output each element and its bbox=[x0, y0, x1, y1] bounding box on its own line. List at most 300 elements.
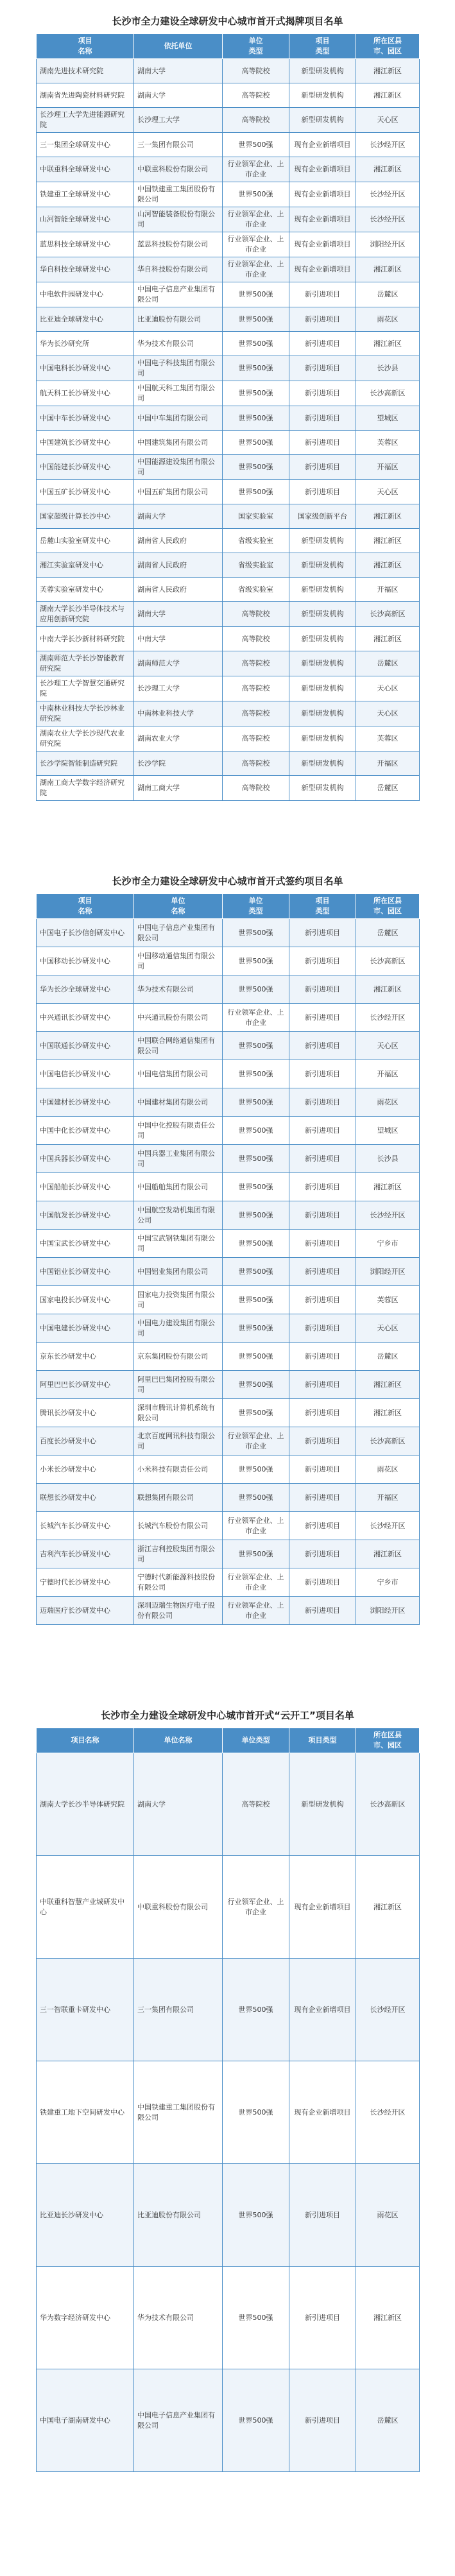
unit-name-cell: 华自科技股份有限公司 bbox=[134, 257, 223, 282]
unit-type-cell: 世界500强 bbox=[223, 307, 289, 332]
unit-type-cell: 世界500强 bbox=[223, 282, 289, 307]
table-row bbox=[37, 1004, 420, 1032]
project-type-cell: 现有企业新增项目 bbox=[289, 232, 356, 257]
unit-name-cell: 湖南省人民政府 bbox=[134, 553, 223, 578]
project-name-cell: 中国中化长沙研发中心 bbox=[37, 1117, 134, 1145]
unit-type-cell: 世界500强 bbox=[223, 1032, 289, 1060]
project-name-cell: 三一集团全球研发中心 bbox=[37, 133, 134, 157]
project-name-cell: 中国中车长沙研发中心 bbox=[37, 406, 134, 431]
unit-type-cell: 行业领军企业、上市企业 bbox=[223, 1512, 289, 1540]
table-row bbox=[37, 2369, 420, 2472]
project-type-cell: 新引进项目 bbox=[289, 1004, 356, 1032]
project-type-cell: 新引进项目 bbox=[289, 1568, 356, 1597]
column-header: 单位 类型 bbox=[223, 894, 289, 919]
table-row bbox=[37, 332, 420, 356]
unit-type-cell: 高等院校 bbox=[223, 108, 289, 133]
unit-name-cell: 山河智能装备股份有限公司 bbox=[134, 207, 223, 232]
project-name-cell: 湖南师范大学长沙智能教育研究院 bbox=[37, 651, 134, 676]
project-name-cell: 芙蓉实验室研发中心 bbox=[37, 578, 134, 602]
unit-name-cell: 中国兵器工业集团有限公司 bbox=[134, 1145, 223, 1173]
district-cell: 开福区 bbox=[356, 1484, 420, 1512]
unit-name-cell: 中国电子信息产业集团有限公司 bbox=[134, 919, 223, 947]
unit-name-cell: 京东集团股份有限公司 bbox=[134, 1343, 223, 1371]
table-row bbox=[37, 975, 420, 1004]
unit-type-cell: 世界500强 bbox=[223, 1201, 289, 1230]
project-type-cell: 新引进项目 bbox=[289, 1512, 356, 1540]
project-type-cell: 新型研发机构 bbox=[289, 726, 356, 751]
project-name-cell: 湖南先进技术研究院 bbox=[37, 59, 134, 83]
district-cell: 长沙县 bbox=[356, 356, 420, 381]
project-name-cell: 蓝思科技全球研发中心 bbox=[37, 232, 134, 257]
unit-name-cell: 中国移动通信集团有限公司 bbox=[134, 947, 223, 975]
table-row bbox=[37, 431, 420, 455]
district-cell: 天心区 bbox=[356, 676, 420, 701]
district-cell: 开福区 bbox=[356, 455, 420, 480]
district-cell: 湘江新区 bbox=[356, 1856, 420, 1959]
unit-type-cell: 行业领军企业、上市企业 bbox=[223, 1597, 289, 1625]
unit-name-cell: 中国建材集团有限公司 bbox=[134, 1088, 223, 1117]
district-cell: 雨花区 bbox=[356, 1088, 420, 1117]
unit-type-cell: 行业领军企业、上市企业 bbox=[223, 1427, 289, 1455]
project-type-cell: 新引进项目 bbox=[289, 1201, 356, 1230]
project-name-cell: 中联重科全球研发中心 bbox=[37, 157, 134, 182]
table-row bbox=[37, 676, 420, 701]
table-row bbox=[37, 504, 420, 529]
project-type-cell: 新引进项目 bbox=[289, 1427, 356, 1455]
unit-name-cell: 湖南大学 bbox=[134, 602, 223, 627]
column-header: 单位类型 bbox=[223, 1728, 289, 1753]
column-header: 所在区县 市、园区 bbox=[356, 34, 420, 59]
unit-type-cell: 世界500强 bbox=[223, 406, 289, 431]
unit-name-cell: 中国航空发动机集团有限公司 bbox=[134, 1201, 223, 1230]
table-row bbox=[37, 1540, 420, 1568]
district-cell: 长沙高新区 bbox=[356, 602, 420, 627]
project-type-cell: 新引进项目 bbox=[289, 1540, 356, 1568]
unit-name-cell: 中国电子信息产业集团有限公司 bbox=[134, 2369, 223, 2472]
project-name-cell: 京东长沙研发中心 bbox=[37, 1343, 134, 1371]
unit-name-cell: 北京百度网讯科技有限公司 bbox=[134, 1427, 223, 1455]
unit-name-cell: 中联重科股份有限公司 bbox=[134, 1856, 223, 1959]
table-row bbox=[37, 1455, 420, 1484]
project-type-cell: 新引进项目 bbox=[289, 2267, 356, 2369]
project-type-cell: 新引进项目 bbox=[289, 919, 356, 947]
project-name-cell: 国家超级计算长沙中心 bbox=[37, 504, 134, 529]
column-header: 单位 名称 bbox=[134, 894, 223, 919]
table-row bbox=[37, 232, 420, 257]
project-type-cell: 现有企业新增项目 bbox=[289, 2061, 356, 2164]
section-cloud-start bbox=[0, 1694, 455, 2576]
unit-name-cell: 宁德时代新能源科技股份有限公司 bbox=[134, 1568, 223, 1597]
project-type-cell: 现有企业新增项目 bbox=[289, 182, 356, 207]
unit-type-cell: 省级实验室 bbox=[223, 553, 289, 578]
unit-name-cell: 中国船舶集团有限公司 bbox=[134, 1173, 223, 1201]
table-row bbox=[37, 406, 420, 431]
table-row bbox=[37, 947, 420, 975]
project-type-cell: 新型研发机构 bbox=[289, 676, 356, 701]
unit-type-cell: 高等院校 bbox=[223, 701, 289, 726]
project-table bbox=[36, 1728, 420, 2472]
table-row bbox=[37, 1856, 420, 1959]
project-type-cell: 新型研发机构 bbox=[289, 701, 356, 726]
district-cell: 长沙经开区 bbox=[356, 182, 420, 207]
unit-name-cell: 三一集团有限公司 bbox=[134, 1959, 223, 2061]
table-row bbox=[37, 1959, 420, 2061]
project-type-cell: 新引进项目 bbox=[289, 1088, 356, 1117]
unit-type-cell: 高等院校 bbox=[223, 83, 289, 108]
district-cell: 开福区 bbox=[356, 751, 420, 776]
unit-name-cell: 湖南大学 bbox=[134, 504, 223, 529]
table-row bbox=[37, 1258, 420, 1286]
column-header: 依托单位 bbox=[134, 34, 223, 59]
project-type-cell: 现有企业新增项目 bbox=[289, 157, 356, 182]
unit-type-cell: 高等院校 bbox=[223, 627, 289, 651]
project-name-cell: 湖南工商大学数字经济研究院 bbox=[37, 776, 134, 801]
project-type-cell: 新型研发机构 bbox=[289, 529, 356, 553]
unit-type-cell: 世界500强 bbox=[223, 381, 289, 406]
unit-type-cell: 世界500强 bbox=[223, 1230, 289, 1258]
table-row bbox=[37, 1484, 420, 1512]
project-name-cell: 小米长沙研发中心 bbox=[37, 1455, 134, 1484]
unit-name-cell: 中南林业科技大学 bbox=[134, 701, 223, 726]
column-header: 项目名称 bbox=[37, 1728, 134, 1753]
table-row bbox=[37, 480, 420, 504]
unit-type-cell: 世界500强 bbox=[223, 947, 289, 975]
table-row bbox=[37, 257, 420, 282]
district-cell: 湘江新区 bbox=[356, 157, 420, 182]
project-type-cell: 新引进项目 bbox=[289, 1060, 356, 1088]
project-type-cell: 新引进项目 bbox=[289, 480, 356, 504]
project-name-cell: 长沙理工大学先进能源研究院 bbox=[37, 108, 134, 133]
project-name-cell: 三一智联重卡研发中心 bbox=[37, 1959, 134, 2061]
unit-name-cell: 中国宝武钢铁集团有限公司 bbox=[134, 1230, 223, 1258]
project-type-cell: 新型研发机构 bbox=[289, 651, 356, 676]
unit-type-cell: 高等院校 bbox=[223, 602, 289, 627]
column-header: 单位名称 bbox=[134, 1728, 223, 1753]
district-cell: 湘江新区 bbox=[356, 1371, 420, 1399]
unit-type-cell: 国家实验室 bbox=[223, 504, 289, 529]
district-cell: 长沙高新区 bbox=[356, 1753, 420, 1856]
table-row bbox=[37, 1088, 420, 1117]
project-name-cell: 中国电信长沙研发中心 bbox=[37, 1060, 134, 1088]
unit-name-cell: 深圳市腾讯计算机系统有限公司 bbox=[134, 1399, 223, 1427]
project-type-cell: 新引进项目 bbox=[289, 1399, 356, 1427]
unit-name-cell: 长沙理工大学 bbox=[134, 676, 223, 701]
table-row bbox=[37, 553, 420, 578]
project-name-cell: 铁建重工地下空间研发中心 bbox=[37, 2061, 134, 2164]
project-name-cell: 湖南大学长沙半导体技术与应用创新研究院 bbox=[37, 602, 134, 627]
project-name-cell: 中国电建长沙研发中心 bbox=[37, 1314, 134, 1343]
project-type-cell: 新引进项目 bbox=[289, 282, 356, 307]
unit-type-cell: 世界500强 bbox=[223, 1173, 289, 1201]
district-cell: 湘江新区 bbox=[356, 553, 420, 578]
unit-name-cell: 中国铁建重工集团股份有限公司 bbox=[134, 2061, 223, 2164]
project-name-cell: 中南大学长沙新材料研究院 bbox=[37, 627, 134, 651]
unit-type-cell: 世界500强 bbox=[223, 2369, 289, 2472]
district-cell: 雨花区 bbox=[356, 2164, 420, 2267]
table-row bbox=[37, 2267, 420, 2369]
table-row bbox=[37, 1568, 420, 1597]
unit-name-cell: 中国建筑集团有限公司 bbox=[134, 431, 223, 455]
table-row bbox=[37, 651, 420, 676]
unit-type-cell: 行业领军企业、上市企业 bbox=[223, 1856, 289, 1959]
unit-name-cell: 中国五矿集团有限公司 bbox=[134, 480, 223, 504]
unit-type-cell: 世界500强 bbox=[223, 1145, 289, 1173]
unit-type-cell: 高等院校 bbox=[223, 776, 289, 801]
unit-name-cell: 湖南省人民政府 bbox=[134, 529, 223, 553]
unit-name-cell: 中国电子信息产业集团有限公司 bbox=[134, 282, 223, 307]
project-type-cell: 新引进项目 bbox=[289, 307, 356, 332]
unit-name-cell: 阿里巴巴集团控股有限公司 bbox=[134, 1371, 223, 1399]
district-cell: 湘江新区 bbox=[356, 257, 420, 282]
unit-name-cell: 小米科技有限责任公司 bbox=[134, 1455, 223, 1484]
district-cell: 天心区 bbox=[356, 1314, 420, 1343]
table-row bbox=[37, 2061, 420, 2164]
project-type-cell: 新引进项目 bbox=[289, 1343, 356, 1371]
project-type-cell: 新引进项目 bbox=[289, 1032, 356, 1060]
unit-name-cell: 中国中车集团有限公司 bbox=[134, 406, 223, 431]
section-title: 长沙市全力建设全球研发中心城市首开式揭牌项目名单 bbox=[112, 15, 343, 27]
project-name-cell: 中电软件园研发中心 bbox=[37, 282, 134, 307]
district-cell: 岳麓区 bbox=[356, 2369, 420, 2472]
unit-name-cell: 长城汽车股份有限公司 bbox=[134, 1512, 223, 1540]
project-name-cell: 吉利汽车长沙研发中心 bbox=[37, 1540, 134, 1568]
project-type-cell: 新型研发机构 bbox=[289, 108, 356, 133]
unit-type-cell: 世界500强 bbox=[223, 2267, 289, 2369]
project-name-cell: 中国船舶长沙研发中心 bbox=[37, 1173, 134, 1201]
project-name-cell: 国家电投长沙研发中心 bbox=[37, 1286, 134, 1314]
district-cell: 湘江新区 bbox=[356, 504, 420, 529]
unit-type-cell: 高等院校 bbox=[223, 751, 289, 776]
table-row bbox=[37, 108, 420, 133]
project-type-cell: 新引进项目 bbox=[289, 1484, 356, 1512]
unit-type-cell: 行业领军企业、上市企业 bbox=[223, 257, 289, 282]
unit-type-cell: 行业领军企业、上市企业 bbox=[223, 207, 289, 232]
unit-name-cell: 中国联合网络通信集团有限公司 bbox=[134, 1032, 223, 1060]
unit-name-cell: 中联重科股份有限公司 bbox=[134, 157, 223, 182]
project-type-cell: 现有企业新增项目 bbox=[289, 133, 356, 157]
project-name-cell: 迈瑞医疗长沙研发中心 bbox=[37, 1597, 134, 1625]
project-type-cell: 新引进项目 bbox=[289, 2164, 356, 2267]
project-name-cell: 中国建材长沙研发中心 bbox=[37, 1088, 134, 1117]
project-type-cell: 新型研发机构 bbox=[289, 83, 356, 108]
district-cell: 湘江新区 bbox=[356, 1540, 420, 1568]
project-name-cell: 中国电子长沙信创研发中心 bbox=[37, 919, 134, 947]
unit-type-cell: 世界500强 bbox=[223, 2164, 289, 2267]
table-row bbox=[37, 701, 420, 726]
district-cell: 长沙经开区 bbox=[356, 1201, 420, 1230]
unit-type-cell: 世界500强 bbox=[223, 1117, 289, 1145]
table-row bbox=[37, 157, 420, 182]
table-row bbox=[37, 455, 420, 480]
unit-type-cell: 世界500强 bbox=[223, 133, 289, 157]
project-name-cell: 中国兵器长沙研发中心 bbox=[37, 1145, 134, 1173]
section-title: 长沙市全力建设全球研发中心城市首开式签约项目名单 bbox=[112, 875, 343, 887]
project-name-cell: 百度长沙研发中心 bbox=[37, 1427, 134, 1455]
project-name-cell: 比亚迪全球研发中心 bbox=[37, 307, 134, 332]
unit-name-cell: 中国电力建设集团有限公司 bbox=[134, 1314, 223, 1343]
unit-type-cell: 高等院校 bbox=[223, 676, 289, 701]
project-type-cell: 新引进项目 bbox=[289, 356, 356, 381]
project-name-cell: 华自科技全球研发中心 bbox=[37, 257, 134, 282]
table-row bbox=[37, 1032, 420, 1060]
unit-type-cell: 高等院校 bbox=[223, 726, 289, 751]
district-cell: 宁乡市 bbox=[356, 1230, 420, 1258]
column-header: 所在区县 市、园区 bbox=[356, 1728, 420, 1753]
table-row bbox=[37, 1343, 420, 1371]
project-name-cell: 中南林业科技大学长沙林业研究院 bbox=[37, 701, 134, 726]
unit-type-cell: 省级实验室 bbox=[223, 529, 289, 553]
table-row bbox=[37, 1399, 420, 1427]
unit-type-cell: 高等院校 bbox=[223, 1753, 289, 1856]
project-type-cell: 新引进项目 bbox=[289, 455, 356, 480]
table-row bbox=[37, 83, 420, 108]
table-row bbox=[37, 1145, 420, 1173]
project-type-cell: 新引进项目 bbox=[289, 1597, 356, 1625]
table-row bbox=[37, 1753, 420, 1856]
unit-name-cell: 中国电信集团有限公司 bbox=[134, 1060, 223, 1088]
project-type-cell: 新型研发机构 bbox=[289, 602, 356, 627]
unit-name-cell: 中国航天科工集团有限公司 bbox=[134, 381, 223, 406]
table-row bbox=[37, 1201, 420, 1230]
unit-type-cell: 世界500强 bbox=[223, 332, 289, 356]
section-signing bbox=[0, 860, 455, 1694]
unit-name-cell: 比亚迪股份有限公司 bbox=[134, 307, 223, 332]
column-header: 所在区县 市、园区 bbox=[356, 894, 420, 919]
table-row bbox=[37, 1060, 420, 1088]
table-row bbox=[37, 1597, 420, 1625]
table-row bbox=[37, 1427, 420, 1455]
district-cell: 望城区 bbox=[356, 406, 420, 431]
project-type-cell: 现有企业新增项目 bbox=[289, 207, 356, 232]
project-name-cell: 华为长沙研究所 bbox=[37, 332, 134, 356]
project-name-cell: 中国建筑长沙研发中心 bbox=[37, 431, 134, 455]
unit-name-cell: 深圳迈瑞生物医疗电子股份有限公司 bbox=[134, 1597, 223, 1625]
unit-type-cell: 世界500强 bbox=[223, 919, 289, 947]
project-type-cell: 新引进项目 bbox=[289, 431, 356, 455]
district-cell: 湘江新区 bbox=[356, 627, 420, 651]
district-cell: 天心区 bbox=[356, 701, 420, 726]
project-type-cell: 新引进项目 bbox=[289, 1371, 356, 1399]
unit-type-cell: 世界500强 bbox=[223, 1343, 289, 1371]
project-type-cell: 新引进项目 bbox=[289, 1230, 356, 1258]
table-row bbox=[37, 356, 420, 381]
project-type-cell: 新型研发机构 bbox=[289, 1753, 356, 1856]
project-table bbox=[36, 893, 420, 1625]
district-cell: 天心区 bbox=[356, 108, 420, 133]
project-name-cell: 铁建重工全球研发中心 bbox=[37, 182, 134, 207]
table-row bbox=[37, 578, 420, 602]
table-row bbox=[37, 2164, 420, 2267]
project-name-cell: 长城汽车长沙研发中心 bbox=[37, 1512, 134, 1540]
project-name-cell: 中国五矿长沙研发中心 bbox=[37, 480, 134, 504]
project-type-cell: 新引进项目 bbox=[289, 1173, 356, 1201]
column-header: 项目 名称 bbox=[37, 894, 134, 919]
project-type-cell: 新引进项目 bbox=[289, 1145, 356, 1173]
unit-name-cell: 华为技术有限公司 bbox=[134, 332, 223, 356]
district-cell: 长沙经开区 bbox=[356, 1959, 420, 2061]
district-cell: 岳麓区 bbox=[356, 282, 420, 307]
unit-name-cell: 湖南大学 bbox=[134, 83, 223, 108]
project-type-cell: 现有企业新增项目 bbox=[289, 1856, 356, 1959]
table-row bbox=[37, 1512, 420, 1540]
district-cell: 雨花区 bbox=[356, 1455, 420, 1484]
unit-type-cell: 世界500强 bbox=[223, 975, 289, 1004]
table-row bbox=[37, 602, 420, 627]
table-row bbox=[37, 381, 420, 406]
column-header: 项目 类型 bbox=[289, 34, 356, 59]
unit-name-cell: 三一集团有限公司 bbox=[134, 133, 223, 157]
district-cell: 岳麓区 bbox=[356, 776, 420, 801]
unit-name-cell: 长沙学院 bbox=[134, 751, 223, 776]
unit-type-cell: 省级实验室 bbox=[223, 578, 289, 602]
project-type-cell: 新引进项目 bbox=[289, 975, 356, 1004]
project-type-cell: 新引进项目 bbox=[289, 2369, 356, 2472]
project-name-cell: 岳麓山实验室研发中心 bbox=[37, 529, 134, 553]
project-table bbox=[36, 33, 420, 801]
project-name-cell: 宁德时代长沙研发中心 bbox=[37, 1568, 134, 1597]
project-type-cell: 新引进项目 bbox=[289, 1286, 356, 1314]
unit-type-cell: 世界500强 bbox=[223, 1455, 289, 1484]
table-header-row bbox=[37, 34, 420, 59]
project-name-cell: 湖南省先进陶瓷材料研究院 bbox=[37, 83, 134, 108]
district-cell: 望城区 bbox=[356, 1117, 420, 1145]
column-header: 项目类型 bbox=[289, 1728, 356, 1753]
district-cell: 湘江新区 bbox=[356, 2267, 420, 2369]
table-row bbox=[37, 1371, 420, 1399]
district-cell: 岳麓区 bbox=[356, 651, 420, 676]
project-name-cell: 华为长沙全球研发中心 bbox=[37, 975, 134, 1004]
district-cell: 天心区 bbox=[356, 1032, 420, 1060]
project-name-cell: 阿里巴巴长沙研发中心 bbox=[37, 1371, 134, 1399]
project-name-cell: 中国铝业长沙研发中心 bbox=[37, 1258, 134, 1286]
district-cell: 长沙经开区 bbox=[356, 207, 420, 232]
table-row bbox=[37, 1117, 420, 1145]
unit-type-cell: 世界500强 bbox=[223, 1286, 289, 1314]
table-header-row bbox=[37, 1728, 420, 1753]
table-row bbox=[37, 919, 420, 947]
unit-name-cell: 中兴通讯股份有限公司 bbox=[134, 1004, 223, 1032]
project-type-cell: 新引进项目 bbox=[289, 1117, 356, 1145]
district-cell: 湘江新区 bbox=[356, 529, 420, 553]
unit-name-cell: 湖南大学 bbox=[134, 1753, 223, 1856]
column-header: 项目 类型 bbox=[289, 894, 356, 919]
table-row bbox=[37, 776, 420, 801]
project-type-cell: 新型研发机构 bbox=[289, 59, 356, 83]
table-row bbox=[37, 182, 420, 207]
table-row bbox=[37, 1230, 420, 1258]
unit-type-cell: 世界500强 bbox=[223, 356, 289, 381]
unit-type-cell: 世界500强 bbox=[223, 182, 289, 207]
unit-name-cell: 湖南大学 bbox=[134, 59, 223, 83]
project-name-cell: 湖南大学长沙半导体研究院 bbox=[37, 1753, 134, 1856]
district-cell: 芙蓉区 bbox=[356, 1286, 420, 1314]
unit-type-cell: 行业领军企业、上市企业 bbox=[223, 157, 289, 182]
district-cell: 湘江新区 bbox=[356, 59, 420, 83]
project-name-cell: 长沙理工大学智慧交通研究院 bbox=[37, 676, 134, 701]
project-name-cell: 航天科工长沙研发中心 bbox=[37, 381, 134, 406]
unit-name-cell: 湖南师范大学 bbox=[134, 651, 223, 676]
district-cell: 长沙经开区 bbox=[356, 2061, 420, 2164]
project-type-cell: 新引进项目 bbox=[289, 1455, 356, 1484]
project-type-cell: 新引进项目 bbox=[289, 406, 356, 431]
project-name-cell: 山河智能全球研发中心 bbox=[37, 207, 134, 232]
table-row bbox=[37, 726, 420, 751]
section-opening bbox=[0, 0, 455, 860]
district-cell: 长沙县 bbox=[356, 1145, 420, 1173]
unit-type-cell: 世界500强 bbox=[223, 1258, 289, 1286]
district-cell: 岳麓区 bbox=[356, 919, 420, 947]
district-cell: 芙蓉区 bbox=[356, 431, 420, 455]
